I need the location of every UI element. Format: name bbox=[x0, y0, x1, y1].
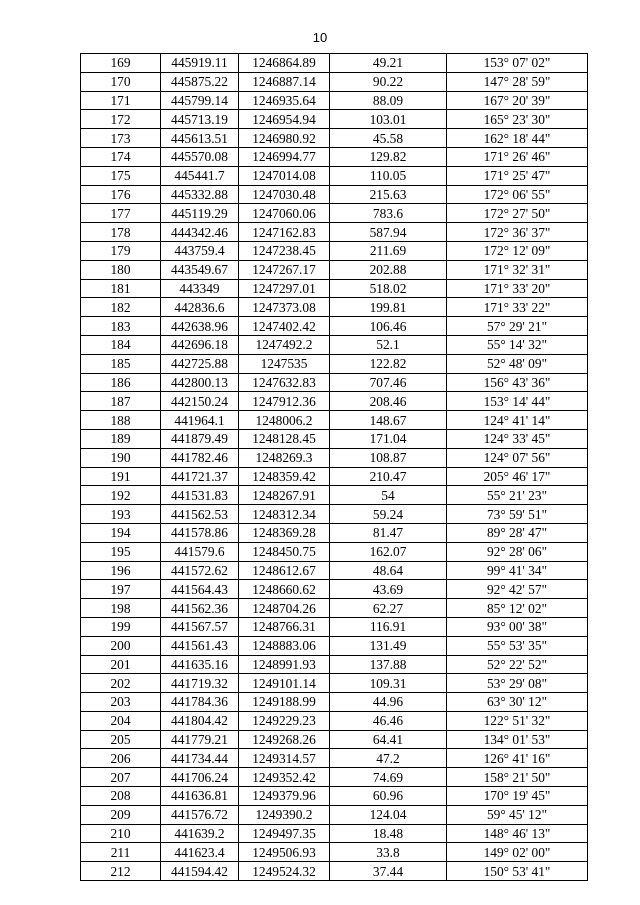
table-row bbox=[81, 523, 588, 542]
table-row bbox=[81, 298, 588, 317]
table-row bbox=[81, 147, 588, 166]
distance-cell: 59.24 bbox=[330, 505, 447, 524]
point-number-cell: 170 bbox=[81, 72, 161, 91]
direction-angle-cell: 153° 14' 44" bbox=[447, 392, 588, 411]
y-coordinate-cell: 1249229.23 bbox=[239, 711, 330, 730]
x-coordinate-cell: 441964.1 bbox=[161, 411, 239, 430]
point-number-cell: 205 bbox=[81, 730, 161, 749]
distance-cell: 108.87 bbox=[330, 448, 447, 467]
table-row bbox=[81, 317, 588, 336]
direction-angle-cell: 55° 14' 32" bbox=[447, 335, 588, 354]
point-number-cell: 200 bbox=[81, 636, 161, 655]
y-coordinate-cell: 1248704.26 bbox=[239, 599, 330, 618]
distance-cell: 33.8 bbox=[330, 843, 447, 862]
point-number-cell: 176 bbox=[81, 185, 161, 204]
table-row bbox=[81, 335, 588, 354]
point-number-cell: 202 bbox=[81, 674, 161, 693]
x-coordinate-cell: 445875.22 bbox=[161, 72, 239, 91]
point-number-cell: 206 bbox=[81, 749, 161, 768]
table-row bbox=[81, 110, 588, 129]
y-coordinate-cell: 1247297.01 bbox=[239, 279, 330, 298]
direction-angle-cell: 150° 53' 41" bbox=[447, 862, 588, 881]
y-coordinate-cell: 1247912.36 bbox=[239, 392, 330, 411]
table-row bbox=[81, 54, 588, 73]
y-coordinate-cell: 1249497.35 bbox=[239, 824, 330, 843]
distance-cell: 18.48 bbox=[330, 824, 447, 843]
y-coordinate-cell: 1249379.96 bbox=[239, 787, 330, 806]
x-coordinate-cell: 442150.24 bbox=[161, 392, 239, 411]
y-coordinate-cell: 1246994.77 bbox=[239, 147, 330, 166]
distance-cell: 518.02 bbox=[330, 279, 447, 298]
table-row bbox=[81, 505, 588, 524]
x-coordinate-cell: 441561.43 bbox=[161, 636, 239, 655]
coordinates-table-body bbox=[81, 54, 588, 881]
table-row bbox=[81, 354, 588, 373]
distance-cell: 122.82 bbox=[330, 354, 447, 373]
direction-angle-cell: 124° 41' 14" bbox=[447, 411, 588, 430]
x-coordinate-cell: 441531.83 bbox=[161, 486, 239, 505]
x-coordinate-cell: 441639.2 bbox=[161, 824, 239, 843]
table-row bbox=[81, 411, 588, 430]
y-coordinate-cell: 1246980.92 bbox=[239, 129, 330, 148]
x-coordinate-cell: 441562.53 bbox=[161, 505, 239, 524]
y-coordinate-cell: 1247162.83 bbox=[239, 223, 330, 242]
distance-cell: 81.47 bbox=[330, 523, 447, 542]
x-coordinate-cell: 445799.14 bbox=[161, 91, 239, 110]
table-row bbox=[81, 787, 588, 806]
distance-cell: 62.27 bbox=[330, 599, 447, 618]
point-number-cell: 180 bbox=[81, 260, 161, 279]
x-coordinate-cell: 445441.7 bbox=[161, 166, 239, 185]
table-row bbox=[81, 223, 588, 242]
point-number-cell: 208 bbox=[81, 787, 161, 806]
y-coordinate-cell: 1248267.91 bbox=[239, 486, 330, 505]
x-coordinate-cell: 441636.81 bbox=[161, 787, 239, 806]
x-coordinate-cell: 441779.21 bbox=[161, 730, 239, 749]
point-number-cell: 186 bbox=[81, 373, 161, 392]
point-number-cell: 189 bbox=[81, 429, 161, 448]
distance-cell: 45.58 bbox=[330, 129, 447, 148]
x-coordinate-cell: 442836.6 bbox=[161, 298, 239, 317]
x-coordinate-cell: 441782.46 bbox=[161, 448, 239, 467]
point-number-cell: 209 bbox=[81, 805, 161, 824]
direction-angle-cell: 124° 33' 45" bbox=[447, 429, 588, 448]
point-number-cell: 179 bbox=[81, 241, 161, 260]
point-number-cell: 201 bbox=[81, 655, 161, 674]
direction-angle-cell: 171° 25' 47" bbox=[447, 166, 588, 185]
direction-angle-cell: 158° 21' 50" bbox=[447, 768, 588, 787]
point-number-cell: 187 bbox=[81, 392, 161, 411]
direction-angle-cell: 171° 32' 31" bbox=[447, 260, 588, 279]
y-coordinate-cell: 1249268.26 bbox=[239, 730, 330, 749]
table-row bbox=[81, 72, 588, 91]
direction-angle-cell: 57° 29' 21" bbox=[447, 317, 588, 336]
distance-cell: 587.94 bbox=[330, 223, 447, 242]
direction-angle-cell: 171° 33' 22" bbox=[447, 298, 588, 317]
table-row bbox=[81, 542, 588, 561]
distance-cell: 110.05 bbox=[330, 166, 447, 185]
distance-cell: 162.07 bbox=[330, 542, 447, 561]
y-coordinate-cell: 1247402.42 bbox=[239, 317, 330, 336]
distance-cell: 129.82 bbox=[330, 147, 447, 166]
table-row bbox=[81, 862, 588, 881]
table-row bbox=[81, 204, 588, 223]
x-coordinate-cell: 445919.11 bbox=[161, 54, 239, 73]
direction-angle-cell: 167° 20' 39" bbox=[447, 91, 588, 110]
point-number-cell: 197 bbox=[81, 580, 161, 599]
direction-angle-cell: 172° 36' 37" bbox=[447, 223, 588, 242]
distance-cell: 54 bbox=[330, 486, 447, 505]
direction-angle-cell: 124° 07' 56" bbox=[447, 448, 588, 467]
direction-angle-cell: 73° 59' 51" bbox=[447, 505, 588, 524]
x-coordinate-cell: 444342.46 bbox=[161, 223, 239, 242]
distance-cell: 707.46 bbox=[330, 373, 447, 392]
x-coordinate-cell: 441784.36 bbox=[161, 693, 239, 712]
y-coordinate-cell: 1248128.45 bbox=[239, 429, 330, 448]
point-number-cell: 190 bbox=[81, 448, 161, 467]
distance-cell: 48.64 bbox=[330, 561, 447, 580]
table-row bbox=[81, 561, 588, 580]
direction-angle-cell: 205° 46' 17" bbox=[447, 467, 588, 486]
y-coordinate-cell: 1248991.93 bbox=[239, 655, 330, 674]
distance-cell: 109.31 bbox=[330, 674, 447, 693]
table-row bbox=[81, 429, 588, 448]
distance-cell: 210.47 bbox=[330, 467, 447, 486]
distance-cell: 171.04 bbox=[330, 429, 447, 448]
y-coordinate-cell: 1246935.64 bbox=[239, 91, 330, 110]
point-number-cell: 192 bbox=[81, 486, 161, 505]
direction-angle-cell: 85° 12' 02" bbox=[447, 599, 588, 618]
direction-angle-cell: 162° 18' 44" bbox=[447, 129, 588, 148]
direction-angle-cell: 171° 33' 20" bbox=[447, 279, 588, 298]
x-coordinate-cell: 441721.37 bbox=[161, 467, 239, 486]
y-coordinate-cell: 1249188.99 bbox=[239, 693, 330, 712]
table-row bbox=[81, 166, 588, 185]
point-number-cell: 211 bbox=[81, 843, 161, 862]
point-number-cell: 169 bbox=[81, 54, 161, 73]
x-coordinate-cell: 442725.88 bbox=[161, 354, 239, 373]
table-row bbox=[81, 824, 588, 843]
direction-angle-cell: 99° 41' 34" bbox=[447, 561, 588, 580]
y-coordinate-cell: 1249506.93 bbox=[239, 843, 330, 862]
direction-angle-cell: 122° 51' 32" bbox=[447, 711, 588, 730]
direction-angle-cell: 172° 06' 55" bbox=[447, 185, 588, 204]
x-coordinate-cell: 443759.4 bbox=[161, 241, 239, 260]
point-number-cell: 177 bbox=[81, 204, 161, 223]
y-coordinate-cell: 1248359.42 bbox=[239, 467, 330, 486]
x-coordinate-cell: 441567.57 bbox=[161, 617, 239, 636]
direction-angle-cell: 148° 46' 13" bbox=[447, 824, 588, 843]
point-number-cell: 198 bbox=[81, 599, 161, 618]
point-number-cell: 184 bbox=[81, 335, 161, 354]
direction-angle-cell: 126° 41' 16" bbox=[447, 749, 588, 768]
x-coordinate-cell: 445613.51 bbox=[161, 129, 239, 148]
table-row bbox=[81, 392, 588, 411]
direction-angle-cell: 89° 28' 47" bbox=[447, 523, 588, 542]
direction-angle-cell: 55° 53' 35" bbox=[447, 636, 588, 655]
x-coordinate-cell: 441734.44 bbox=[161, 749, 239, 768]
table-row bbox=[81, 448, 588, 467]
x-coordinate-cell: 441564.43 bbox=[161, 580, 239, 599]
distance-cell: 202.88 bbox=[330, 260, 447, 279]
distance-cell: 52.1 bbox=[330, 335, 447, 354]
x-coordinate-cell: 445119.29 bbox=[161, 204, 239, 223]
y-coordinate-cell: 1248369.28 bbox=[239, 523, 330, 542]
y-coordinate-cell: 1247030.48 bbox=[239, 185, 330, 204]
y-coordinate-cell: 1247373.08 bbox=[239, 298, 330, 317]
y-coordinate-cell: 1248312.34 bbox=[239, 505, 330, 524]
table-row bbox=[81, 768, 588, 787]
direction-angle-cell: 92° 42' 57" bbox=[447, 580, 588, 599]
y-coordinate-cell: 1248006.2 bbox=[239, 411, 330, 430]
direction-angle-cell: 92° 28' 06" bbox=[447, 542, 588, 561]
distance-cell: 88.09 bbox=[330, 91, 447, 110]
direction-angle-cell: 52° 22' 52" bbox=[447, 655, 588, 674]
direction-angle-cell: 149° 02' 00" bbox=[447, 843, 588, 862]
point-number-cell: 182 bbox=[81, 298, 161, 317]
distance-cell: 74.69 bbox=[330, 768, 447, 787]
y-coordinate-cell: 1247632.83 bbox=[239, 373, 330, 392]
table-row bbox=[81, 486, 588, 505]
point-number-cell: 204 bbox=[81, 711, 161, 730]
y-coordinate-cell: 1247014.08 bbox=[239, 166, 330, 185]
direction-angle-cell: 156° 43' 36" bbox=[447, 373, 588, 392]
y-coordinate-cell: 1249524.32 bbox=[239, 862, 330, 881]
point-number-cell: 185 bbox=[81, 354, 161, 373]
point-number-cell: 199 bbox=[81, 617, 161, 636]
point-number-cell: 173 bbox=[81, 129, 161, 148]
point-number-cell: 183 bbox=[81, 317, 161, 336]
y-coordinate-cell: 1247060.06 bbox=[239, 204, 330, 223]
table-row bbox=[81, 749, 588, 768]
y-coordinate-cell: 1248883.06 bbox=[239, 636, 330, 655]
x-coordinate-cell: 441562.36 bbox=[161, 599, 239, 618]
distance-cell: 64.41 bbox=[330, 730, 447, 749]
point-number-cell: 207 bbox=[81, 768, 161, 787]
distance-cell: 103.01 bbox=[330, 110, 447, 129]
x-coordinate-cell: 442638.96 bbox=[161, 317, 239, 336]
table-row bbox=[81, 91, 588, 110]
x-coordinate-cell: 441804.42 bbox=[161, 711, 239, 730]
point-number-cell: 191 bbox=[81, 467, 161, 486]
distance-cell: 90.22 bbox=[330, 72, 447, 91]
y-coordinate-cell: 1246954.94 bbox=[239, 110, 330, 129]
y-coordinate-cell: 1247492.2 bbox=[239, 335, 330, 354]
y-coordinate-cell: 1248766.31 bbox=[239, 617, 330, 636]
direction-angle-cell: 93° 00' 38" bbox=[447, 617, 588, 636]
x-coordinate-cell: 441576.72 bbox=[161, 805, 239, 824]
table-row bbox=[81, 730, 588, 749]
y-coordinate-cell: 1248660.62 bbox=[239, 580, 330, 599]
table-row bbox=[81, 843, 588, 862]
distance-cell: 49.21 bbox=[330, 54, 447, 73]
x-coordinate-cell: 443549.67 bbox=[161, 260, 239, 279]
table-row bbox=[81, 467, 588, 486]
direction-angle-cell: 134° 01' 53" bbox=[447, 730, 588, 749]
x-coordinate-cell: 441706.24 bbox=[161, 768, 239, 787]
direction-angle-cell: 170° 19' 45" bbox=[447, 787, 588, 806]
table-row bbox=[81, 260, 588, 279]
point-number-cell: 188 bbox=[81, 411, 161, 430]
x-coordinate-cell: 445570.08 bbox=[161, 147, 239, 166]
table-row bbox=[81, 674, 588, 693]
distance-cell: 199.81 bbox=[330, 298, 447, 317]
x-coordinate-cell: 441635.16 bbox=[161, 655, 239, 674]
direction-angle-cell: 171° 26' 46" bbox=[447, 147, 588, 166]
distance-cell: 43.69 bbox=[330, 580, 447, 599]
direction-angle-cell: 52° 48' 09" bbox=[447, 354, 588, 373]
distance-cell: 47.2 bbox=[330, 749, 447, 768]
table-row bbox=[81, 279, 588, 298]
y-coordinate-cell: 1248450.75 bbox=[239, 542, 330, 561]
coordinates-table bbox=[80, 53, 588, 881]
distance-cell: 124.04 bbox=[330, 805, 447, 824]
point-number-cell: 174 bbox=[81, 147, 161, 166]
x-coordinate-cell: 443349 bbox=[161, 279, 239, 298]
table-row bbox=[81, 185, 588, 204]
table-row bbox=[81, 129, 588, 148]
point-number-cell: 172 bbox=[81, 110, 161, 129]
point-number-cell: 178 bbox=[81, 223, 161, 242]
point-number-cell: 196 bbox=[81, 561, 161, 580]
table-row bbox=[81, 580, 588, 599]
distance-cell: 783.6 bbox=[330, 204, 447, 223]
y-coordinate-cell: 1249352.42 bbox=[239, 768, 330, 787]
x-coordinate-cell: 441623.4 bbox=[161, 843, 239, 862]
table-row bbox=[81, 711, 588, 730]
distance-cell: 211.69 bbox=[330, 241, 447, 260]
distance-cell: 37.44 bbox=[330, 862, 447, 881]
x-coordinate-cell: 445332.88 bbox=[161, 185, 239, 204]
direction-angle-cell: 172° 12' 09" bbox=[447, 241, 588, 260]
table-row bbox=[81, 636, 588, 655]
direction-angle-cell: 153° 07' 02" bbox=[447, 54, 588, 73]
distance-cell: 60.96 bbox=[330, 787, 447, 806]
table-row bbox=[81, 617, 588, 636]
x-coordinate-cell: 441572.62 bbox=[161, 561, 239, 580]
y-coordinate-cell: 1249101.14 bbox=[239, 674, 330, 693]
distance-cell: 148.67 bbox=[330, 411, 447, 430]
distance-cell: 137.88 bbox=[330, 655, 447, 674]
y-coordinate-cell: 1246887.14 bbox=[239, 72, 330, 91]
table-row bbox=[81, 373, 588, 392]
y-coordinate-cell: 1248612.67 bbox=[239, 561, 330, 580]
x-coordinate-cell: 441578.86 bbox=[161, 523, 239, 542]
y-coordinate-cell: 1248269.3 bbox=[239, 448, 330, 467]
y-coordinate-cell: 1247267.17 bbox=[239, 260, 330, 279]
table-row bbox=[81, 599, 588, 618]
x-coordinate-cell: 441879.49 bbox=[161, 429, 239, 448]
direction-angle-cell: 172° 27' 50" bbox=[447, 204, 588, 223]
table-row bbox=[81, 241, 588, 260]
table-row bbox=[81, 693, 588, 712]
x-coordinate-cell: 445713.19 bbox=[161, 110, 239, 129]
direction-angle-cell: 165° 23' 30" bbox=[447, 110, 588, 129]
point-number-cell: 203 bbox=[81, 693, 161, 712]
distance-cell: 106.46 bbox=[330, 317, 447, 336]
y-coordinate-cell: 1249314.57 bbox=[239, 749, 330, 768]
distance-cell: 131.49 bbox=[330, 636, 447, 655]
direction-angle-cell: 55° 21' 23" bbox=[447, 486, 588, 505]
point-number-cell: 193 bbox=[81, 505, 161, 524]
point-number-cell: 195 bbox=[81, 542, 161, 561]
table-row bbox=[81, 655, 588, 674]
point-number-cell: 175 bbox=[81, 166, 161, 185]
distance-cell: 44.96 bbox=[330, 693, 447, 712]
y-coordinate-cell: 1247238.45 bbox=[239, 241, 330, 260]
x-coordinate-cell: 441579.6 bbox=[161, 542, 239, 561]
x-coordinate-cell: 441594.42 bbox=[161, 862, 239, 881]
page-number: 10 bbox=[312, 30, 328, 45]
distance-cell: 208.46 bbox=[330, 392, 447, 411]
point-number-cell: 212 bbox=[81, 862, 161, 881]
x-coordinate-cell: 441719.32 bbox=[161, 674, 239, 693]
table-row bbox=[81, 805, 588, 824]
y-coordinate-cell: 1249390.2 bbox=[239, 805, 330, 824]
point-number-cell: 181 bbox=[81, 279, 161, 298]
y-coordinate-cell: 1247535 bbox=[239, 354, 330, 373]
point-number-cell: 194 bbox=[81, 523, 161, 542]
distance-cell: 116.91 bbox=[330, 617, 447, 636]
direction-angle-cell: 53° 29' 08" bbox=[447, 674, 588, 693]
direction-angle-cell: 59° 45' 12" bbox=[447, 805, 588, 824]
x-coordinate-cell: 442800.13 bbox=[161, 373, 239, 392]
distance-cell: 215.63 bbox=[330, 185, 447, 204]
direction-angle-cell: 147° 28' 59" bbox=[447, 72, 588, 91]
y-coordinate-cell: 1246864.89 bbox=[239, 54, 330, 73]
point-number-cell: 171 bbox=[81, 91, 161, 110]
x-coordinate-cell: 442696.18 bbox=[161, 335, 239, 354]
direction-angle-cell: 63° 30' 12" bbox=[447, 693, 588, 712]
distance-cell: 46.46 bbox=[330, 711, 447, 730]
point-number-cell: 210 bbox=[81, 824, 161, 843]
